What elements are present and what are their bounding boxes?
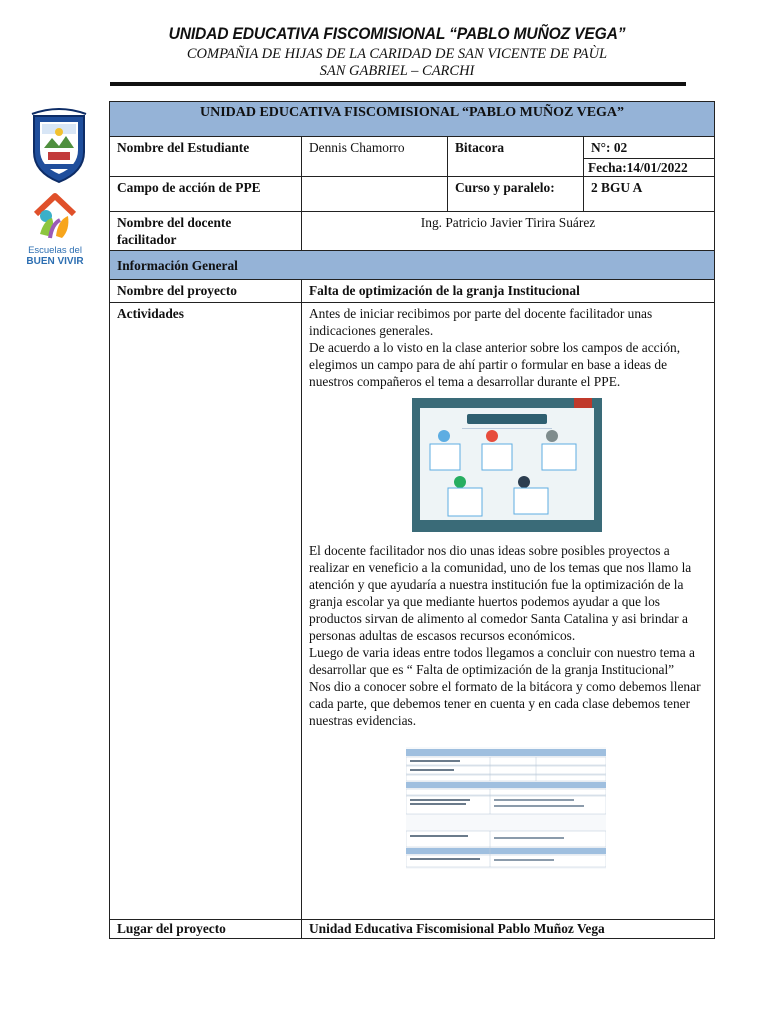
table-row xyxy=(110,212,715,251)
bitacora-format-screenshot-image xyxy=(406,747,606,869)
actividades-label: Actividades xyxy=(110,303,302,920)
table-title-row xyxy=(110,102,715,137)
table-row xyxy=(110,137,715,159)
school-crest-logo xyxy=(30,106,88,184)
student-value: Dennis Chamorro xyxy=(302,137,448,177)
info-general-header: Información General xyxy=(110,251,715,280)
curso-label: Curso y paralelo: xyxy=(448,177,584,212)
table-row xyxy=(110,280,715,303)
table-row xyxy=(110,251,715,280)
table-row xyxy=(110,177,715,212)
buen-vivir-text-line1: Escuelas del xyxy=(28,245,82,256)
proyecto-value: Falta de optimización de la granja Institucional xyxy=(302,280,715,303)
document-header-title: UNIDAD EDUCATIVA FISCOMISIONAL “PABLO MUÑOZ VEGA” xyxy=(168,24,626,43)
campos-accion-slide-image xyxy=(412,398,602,532)
docente-value: Ing. Patricio Javier Tirira Suárez xyxy=(302,212,715,251)
campo-label: Campo de acción de PPE xyxy=(110,177,302,212)
campo-value xyxy=(302,177,448,212)
actividades-paragraph: El docente facilitador nos dio unas ideas sobre posibles proyectos a realizar en veneficio a la comunidad, uno de los temas que nos llamo la atención y que ayudaría a nuestra institución fue la optimización de la granja escolar ya que mediante huertos podemos ayudar a que los productos sirvan de alimento al comedor Santa Catalina y asi brindar a personas adultas de escasos recursos económicos. xyxy=(309,543,692,643)
table-row xyxy=(110,920,715,939)
buen-vivir-logo xyxy=(22,190,88,267)
actividades-paragraph: Luego de varia ideas entre todos llegamos a concluir con nuestro tema a desarrollar que es “ Falta de optimización de la granja Institucional” xyxy=(309,645,695,677)
lugar-value: Unidad Educativa Fiscomisional Pablo Muñoz Vega xyxy=(302,920,715,939)
student-label: Nombre del Estudiante xyxy=(110,137,302,177)
bitacora-date: Fecha:14/01/2022 xyxy=(584,159,715,177)
actividades-paragraph: De acuerdo a lo visto en la clase anterior sobre los campos de acción, elegimos un campo para de ahí partir o formular en base a ideas de nuestros compañeros el tema a desarrollar durante el PPE. xyxy=(309,340,681,389)
actividades-paragraph: Antes de iniciar recibimos por parte del docente facilitador unas indicaciones generales. xyxy=(309,306,653,338)
table-title: UNIDAD EDUCATIVA FISCOMISIONAL “PABLO MUÑOZ VEGA” xyxy=(110,102,715,137)
proyecto-label: Nombre del proyecto xyxy=(110,280,302,303)
bitacora-label: Bitacora xyxy=(448,137,584,177)
document-header-subtitle: COMPAÑIA DE HIJAS DE LA CARIDAD DE SAN VICENTE DE PAÙL xyxy=(186,46,608,62)
buen-vivir-text-line2: BUEN VIVIR xyxy=(26,256,84,267)
curso-value: 2 BGU A xyxy=(584,177,715,212)
lugar-label: Lugar del proyecto xyxy=(110,920,302,939)
header-divider xyxy=(110,82,686,86)
docente-label: Nombre del docente facilitador xyxy=(110,212,302,251)
actividades-paragraph: Nos dio a conocer sobre el formato de la bitácora y como debemos llenar cada parte, que debemos tener en cuenta y en cada clase debemos tener nuestras evidencias. xyxy=(309,679,701,728)
table-row xyxy=(110,303,715,920)
actividades-content xyxy=(302,303,715,920)
bitacora-number: N°: 02 xyxy=(584,137,715,159)
bitacora-table xyxy=(109,101,715,939)
document-header-location: SAN GABRIEL – CARCHI xyxy=(319,63,475,79)
